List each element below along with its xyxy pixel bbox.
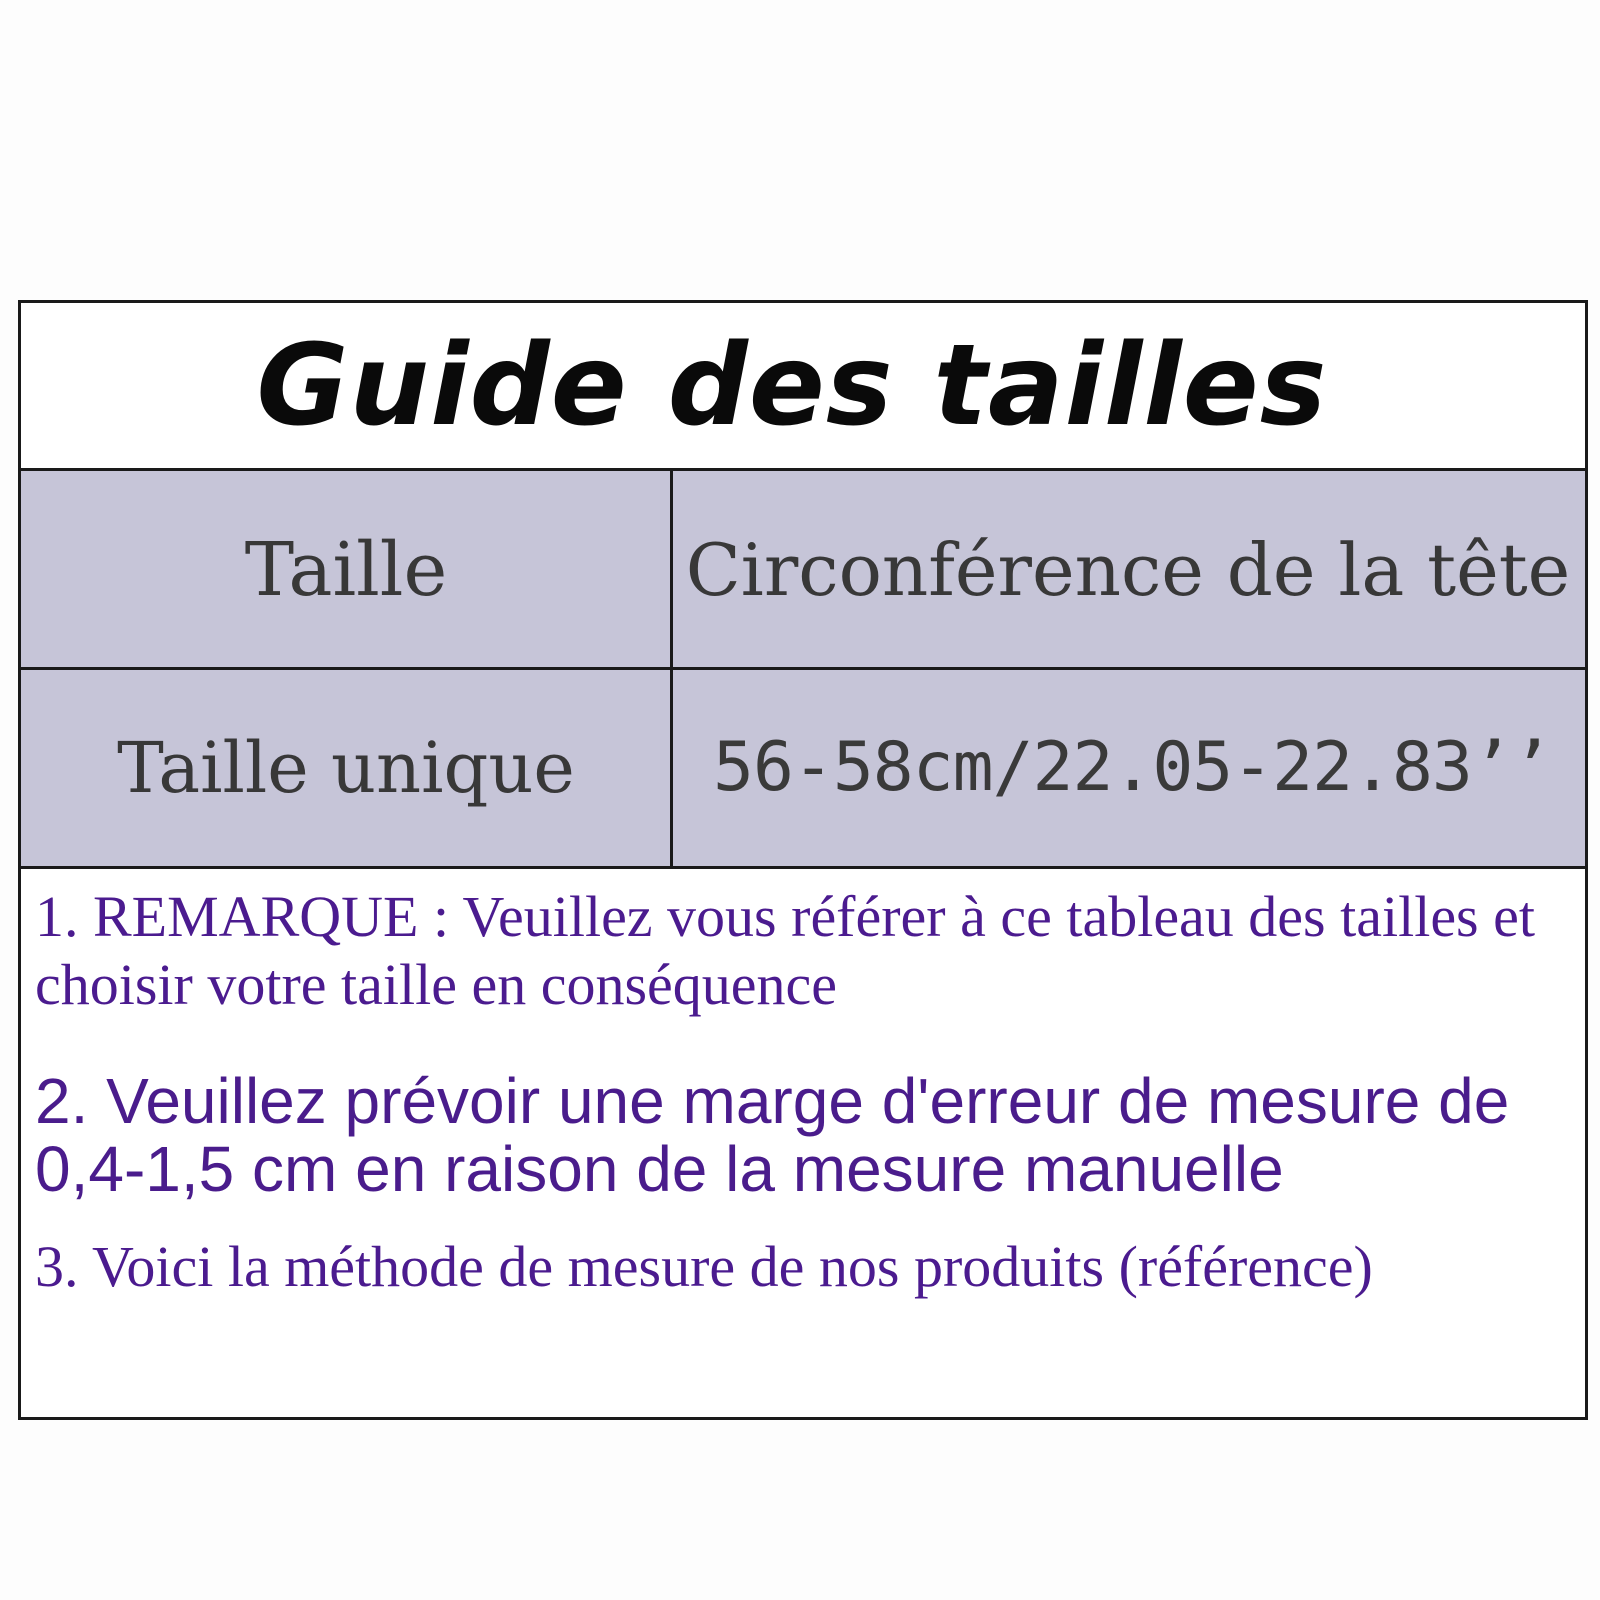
circumference-value: 56-58cm/22.05-22.83’’ [713, 728, 1552, 807]
header-label-head-circumference: Circonférence de la tête [685, 528, 1571, 612]
table-cell-circumference-value [671, 669, 1585, 866]
table-cell-size-value [21, 669, 671, 866]
size-guide-frame [18, 300, 1588, 1420]
notes-section [35, 869, 1565, 1301]
table-divider-horizontal [21, 667, 1585, 670]
title-row [21, 303, 1585, 471]
size-value: Taille unique [117, 726, 575, 809]
note-2: 2. Veuillez prévoir une marge d'erreur de mesure de 0,4-1,5 cm en raison de la mesure manuelle [35, 1065, 1510, 1205]
table-header-head-circumference [671, 471, 1585, 669]
note-3: 3. Voici la méthode de mesure de nos produits (référence) [35, 1234, 1373, 1299]
header-label-size: Taille [244, 527, 448, 613]
size-table [21, 471, 1585, 869]
page-title: Guide des tailles [256, 320, 1328, 451]
table-header-size [21, 471, 671, 669]
note-1: 1. REMARQUE : Veuillez vous référer à ce tableau des tailles et choisir votre taille en conséquence [35, 884, 1535, 1017]
